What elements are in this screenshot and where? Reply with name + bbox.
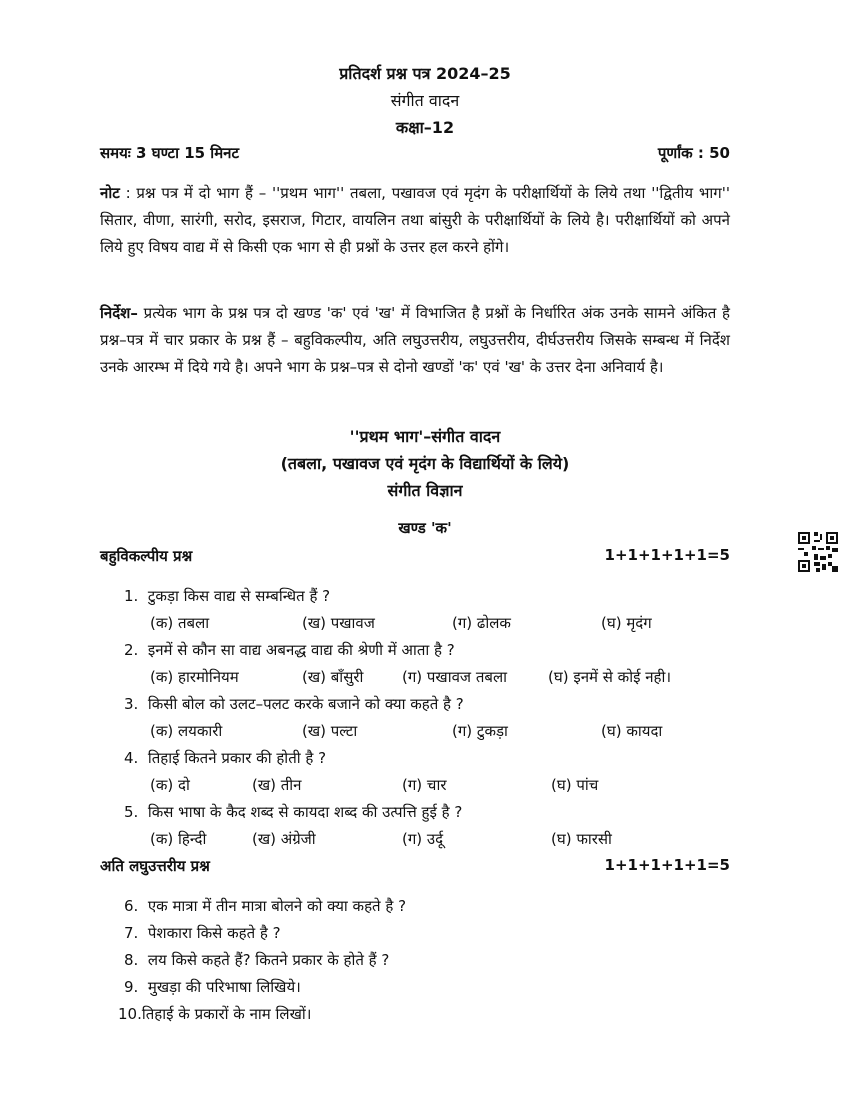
option-q3-c: (ग) टुकड़ा [452,722,508,740]
mcq-heading: बहुविकल्पीय प्रश्न [100,547,193,565]
option-q1-b: (ख) पखावज [302,614,375,632]
option-q2-d: (घ) इनमें से कोई नही। [548,668,672,686]
qr-code-icon [798,532,838,572]
option-q5-b: (ख) अंग्रेजी [252,830,316,848]
question-5: 5. किस भाषा के कैद शब्द से कायदा शब्द की उत्पत्ति हुई है ? [124,803,463,821]
paper-title: प्रतिदर्श प्रश्न पत्र 2024–25 [339,64,511,83]
section-title: खण्ड 'क' [398,519,452,537]
option-q3-b: (ख) पल्टा [302,722,358,740]
class-title: कक्षा–12 [395,118,455,137]
option-q3-d: (घ) कायदा [601,722,663,740]
total-marks: पूर्णांक : 50 [657,144,730,162]
question-9: 9. मुखड़ा की परिभाषा लिखिये। [124,978,301,996]
question-1: 1. टुकड़ा किस वाद्य से सम्बन्धित हैं ? [124,587,331,605]
option-q2-a: (क) हारमोनियम [150,668,239,686]
question-8: 8. लय किसे कहते हैं? कितने प्रकार के होते हैं ? [124,951,390,969]
option-q1-a: (क) तबला [150,614,210,632]
vsaq-heading: अति लघुउत्तरीय प्रश्न [100,857,210,875]
note-paragraph [100,180,730,261]
direction-paragraph [100,300,730,381]
question-3: 3. किसी बोल को उलट–पलट करके बजाने को क्या कहते है ? [124,695,464,713]
part-title: ''प्रथम भाग'–संगीत वादन [349,427,501,446]
option-q5-c: (ग) उर्दू [402,830,444,848]
direction-label: निर्देश– [100,304,138,322]
option-q5-d: (घ) फारसी [551,830,612,848]
question-2: 2. इनमें से कौन सा वाद्य अबनद्ध वाद्य की श्रेणी में आता है ? [124,641,455,659]
question-7: 7. पेशकारा किसे कहते है ? [124,924,281,942]
question-4: 4. तिहाई कितने प्रकार की होती है ? [124,749,327,767]
option-q4-b: (ख) तीन [252,776,302,794]
part-subtitle: (तबला, पखावज एवं मृदंग के विद्यार्थियों के लिये) [280,454,570,473]
question-6: 6. एक मात्रा में तीन मात्रा बोलने को क्या कहते है ? [124,897,407,915]
question-10: 10.तिहाई के प्रकारों के नाम लिखों। [118,1005,312,1023]
option-q5-a: (क) हिन्दी [150,830,207,848]
vsaq-marks: 1+1+1+1+1=5 [604,856,730,874]
note-text: : प्रश्न पत्र में दो भाग हैं – ''प्रथम भाग'' तबला, पखावज एवं मृदंग के परीक्षार्थियों के लिये तथा ''द्वितीय भाग'' सितार, वीणा, सारंगी, सरोद, इसराज, गिटार, वायलिन तथा बांसुरी के परीक्षार्थियों के लिये है। परीक्षार्थियों को अपने लिये हुए विषय वाद्य में से किसी एक भाग से ही प्रश्नों के उत्तर हल करने होंगे। [100,184,730,256]
mcq-marks: 1+1+1+1+1=5 [604,546,730,564]
option-q4-a: (क) दो [150,776,190,794]
option-q4-c: (ग) चार [402,776,447,794]
part-topic: संगीत विज्ञान [387,481,463,500]
note-label: नोट [100,184,120,202]
direction-text: प्रत्येक भाग के प्रश्न पत्र दो खण्ड 'क' एवं 'ख' में विभाजित है प्रश्नों के निर्धारित अंक उनके सामने अंकित है प्रश्न–पत्र में चार प्रकार के प्रश्न हैं – बहुविकल्पीय, अति लघुउत्तरीय, लघुउत्तरीय, दीर्घउत्तरीय जिसके सम्बन्ध में निर्देश उनके आरम्भ में दिये गये है। अपने भाग के प्रश्न–पत्र से दोनो खण्डों 'क' एवं 'ख' के उत्तर देना अनिवार्य है। [100,304,730,376]
option-q3-a: (क) लयकारी [150,722,223,740]
option-q4-d: (घ) पांच [551,776,599,794]
option-q2-c: (ग) पखावज तबला [402,668,508,686]
subject-title: संगीत वादन [390,91,460,110]
time-allowed: समयः 3 घण्टा 15 मिनट [100,144,240,162]
option-q1-c: (ग) ढोलक [452,614,511,632]
option-q1-d: (घ) मृदंग [601,614,652,632]
option-q2-b: (ख) बाँसुरी [302,668,364,686]
